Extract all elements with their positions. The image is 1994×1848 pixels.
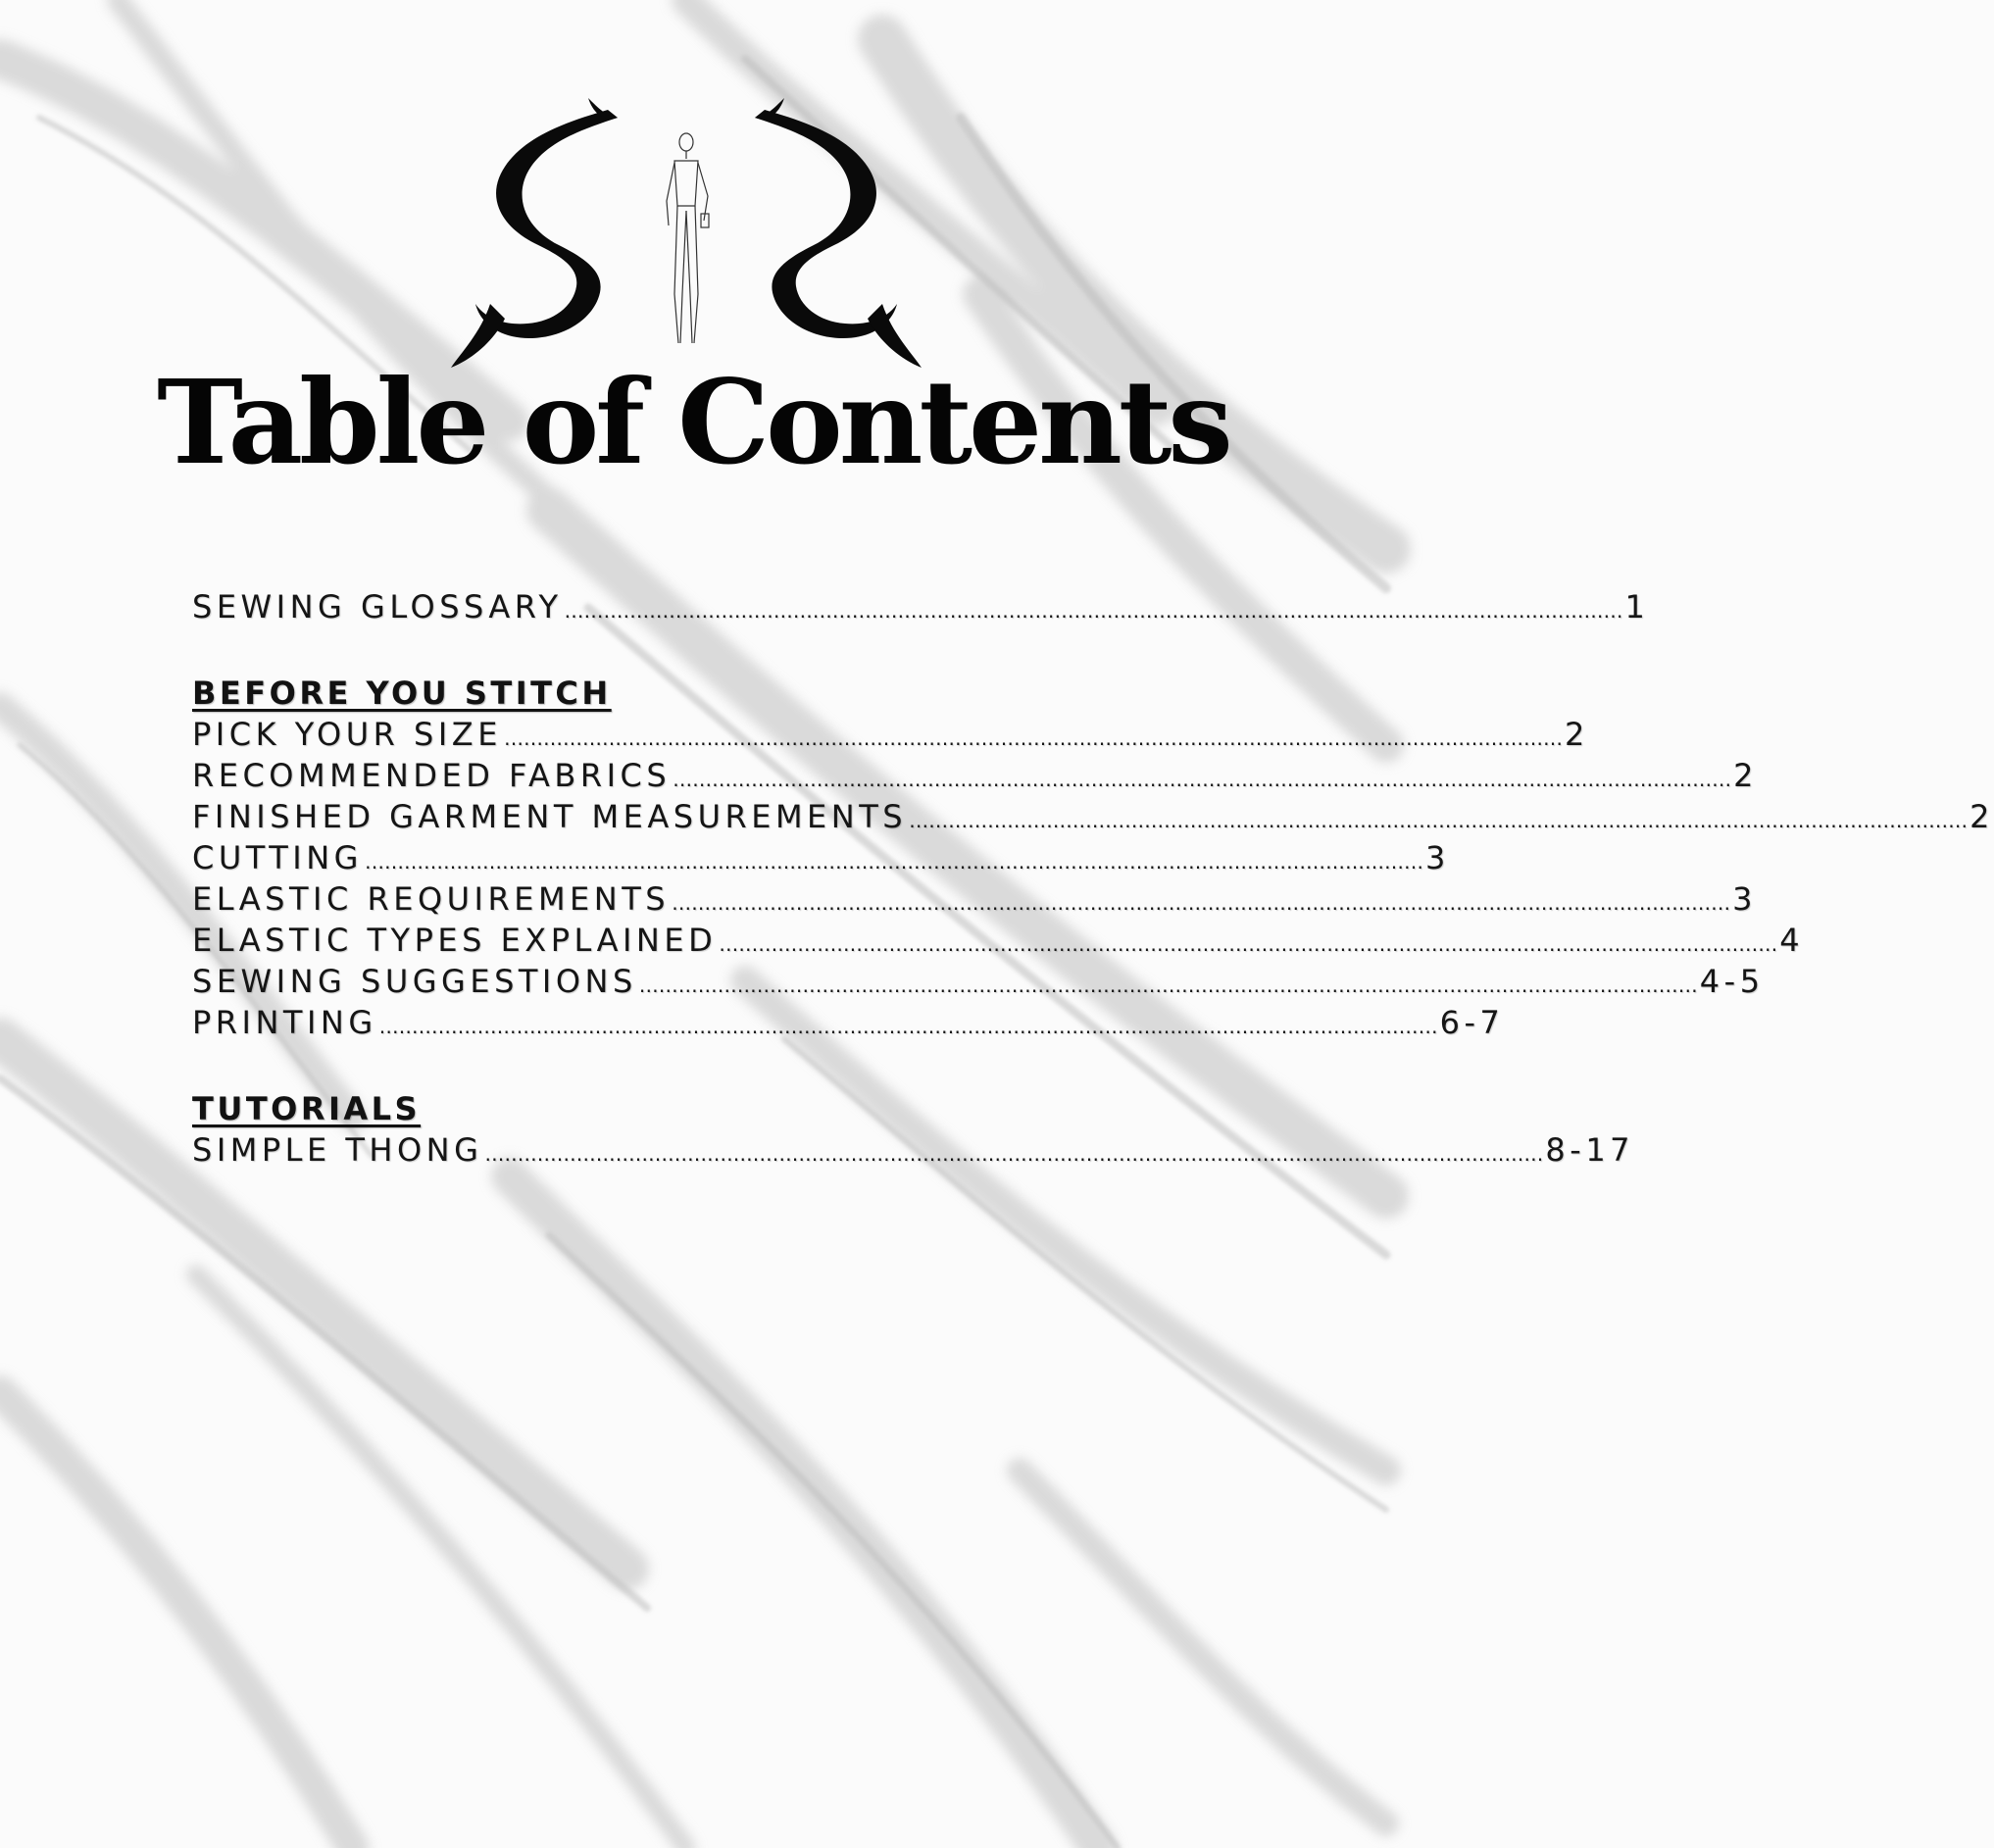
ss-monogram-logo [451,98,922,373]
toc-entry-page: 4 [1779,922,1805,959]
toc-entry-label: SEWING SUGGESTIONS [192,963,637,1000]
dot-leader: ……………………………………………………………………………………………………………………………………………… [378,1015,1438,1038]
toc-entry-page: 3 [1424,839,1450,876]
toc-entry-label: SIMPLE THONG [192,1131,483,1169]
toc-entry-recommended-fabrics[interactable] [192,755,1759,796]
toc-entry-sewing-suggestions[interactable] [192,961,1765,1002]
toc-entry-elastic-types-explained[interactable] [192,920,1805,961]
toc-entry-label: FINISHED GARMENT MEASUREMENTS [192,798,908,835]
toc-entry-page: 2 [1969,798,1994,835]
page-title: Table of Contents [157,354,1229,490]
dot-leader: ……………………………………………………………………………………………………………………………………………… [564,599,1623,623]
toc-entry-label: ELASTIC REQUIREMENTS [192,880,671,918]
toc-entry-label: SEWING GLOSSARY [192,588,563,625]
toc-entry-label: ELASTIC TYPES EXPLAINED [192,922,718,959]
toc-entry-finished-garment-measurements[interactable] [192,796,1994,837]
dot-leader: ……………………………………………………………………………………………………………………………………………… [484,1142,1544,1166]
dot-leader: ……………………………………………………………………………………………………………………………………………… [719,932,1778,956]
toc-entry-simple-thong[interactable] [192,1129,1635,1171]
toc-entry-page: 4-5 [1699,963,1765,1000]
toc-entry-label: PRINTING [192,1004,377,1041]
dot-leader: ……………………………………………………………………………………………………………………………………………… [364,850,1423,874]
toc-entry-page: 2 [1564,716,1589,753]
toc-entry-page: 1 [1624,588,1650,625]
toc-entry-pick-your-size[interactable] [192,714,1589,755]
toc-entry-label: PICK YOUR SIZE [192,716,502,753]
dot-leader: ……………………………………………………………………………………………………………………………………………… [909,809,1969,832]
toc-entry-page: 3 [1732,880,1757,918]
toc-entry-printing[interactable] [192,1002,1505,1043]
dot-leader: ……………………………………………………………………………………………………………………………………………… [673,768,1732,791]
section-heading-before-you-stitch: BEFORE YOU STITCH [192,674,612,712]
toc-entry-elastic-requirements[interactable] [192,878,1757,920]
toc-entry-page: 2 [1733,757,1759,794]
toc-entry-page: 8-17 [1545,1131,1635,1169]
toc-entry-label: RECOMMENDED FABRICS [192,757,672,794]
dot-leader: ……………………………………………………………………………………………………………………………………………… [503,726,1563,750]
toc-entry-page: 6-7 [1439,1004,1505,1041]
dot-leader: ……………………………………………………………………………………………………………………………………………… [672,891,1731,915]
table-of-contents [192,586,1994,1171]
toc-entry-sewing-glossary[interactable] [192,586,1650,627]
section-heading-tutorials: TUTORIALS [192,1090,422,1127]
toc-entry-cutting[interactable] [192,837,1450,878]
dot-leader: ……………………………………………………………………………………………………………………………………………… [638,974,1698,997]
toc-entry-label: CUTTING [192,839,363,876]
